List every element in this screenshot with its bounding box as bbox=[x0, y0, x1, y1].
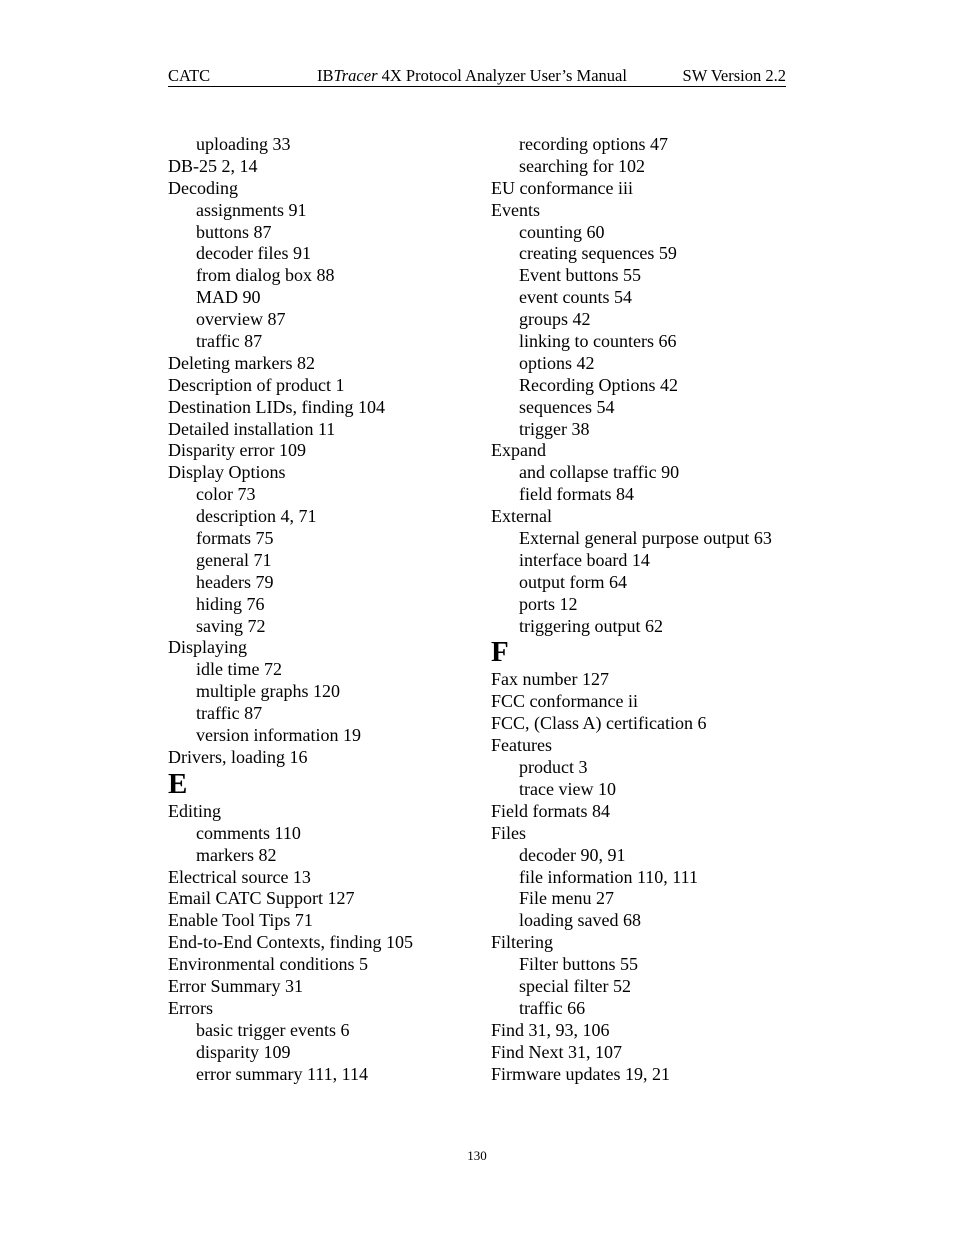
index-entry: Editing bbox=[168, 800, 221, 821]
index-subentry: searching for 102 bbox=[519, 155, 645, 176]
header-manual-title bbox=[317, 66, 627, 86]
index-subentry: recording options 47 bbox=[519, 134, 668, 154]
index-subentry: triggering output 62 bbox=[519, 615, 663, 636]
index-subentry: interface board 14 bbox=[519, 549, 650, 570]
index-entry: FCC conformance ii bbox=[491, 691, 638, 712]
index-subentry: buttons 87 bbox=[196, 221, 272, 242]
index-entry: Email CATC Support 127 bbox=[168, 888, 355, 909]
index-entry: Description of product 1 bbox=[168, 374, 345, 395]
index-entry: Find Next 31, 107 bbox=[491, 1041, 623, 1062]
index-subentry: from dialog box 88 bbox=[196, 265, 335, 286]
index-subentry: trace view 10 bbox=[519, 778, 616, 799]
index-subentry: trigger 38 bbox=[519, 418, 590, 439]
index-entry: FCC, (Class A) certification 6 bbox=[491, 713, 707, 734]
index-entry: Deleting markers 82 bbox=[168, 352, 315, 373]
index-entry: Field formats 84 bbox=[491, 800, 610, 821]
index-entry: Drivers, loading 16 bbox=[168, 746, 308, 767]
index-entry: End-to-End Contexts, finding 105 bbox=[168, 932, 413, 953]
index-subentry: sequences 54 bbox=[519, 396, 615, 417]
index-entry: Find 31, 93, 106 bbox=[491, 1019, 610, 1040]
index-section-letter: F bbox=[491, 636, 509, 669]
index-entry: Errors bbox=[168, 997, 213, 1018]
header-company: CATC bbox=[168, 66, 211, 85]
index-subentry: general 71 bbox=[196, 549, 272, 570]
page-header bbox=[168, 64, 786, 87]
index-entry: Firmware updates 19, 21 bbox=[491, 1063, 670, 1084]
index-subentry: file information 110, 111 bbox=[519, 866, 698, 887]
index-subentry: color 73 bbox=[196, 484, 256, 505]
index-entry: DB-25 2, 14 bbox=[168, 155, 258, 176]
index-subentry: File menu 27 bbox=[519, 888, 614, 909]
index-subentry: formats 75 bbox=[196, 528, 274, 549]
index-subentry: creating sequences 59 bbox=[519, 243, 677, 264]
index-entry: Filtering bbox=[491, 932, 553, 953]
index-subentry: version information 19 bbox=[196, 725, 361, 746]
header-title-italic: Tracer bbox=[333, 66, 378, 85]
index-column-right bbox=[491, 134, 791, 1085]
index-subentry: description 4, 71 bbox=[196, 506, 317, 527]
index-entry: Files bbox=[491, 822, 527, 843]
index-subentry: counting 60 bbox=[519, 221, 605, 242]
index-entry: Electrical source 13 bbox=[168, 866, 311, 887]
index-entry: Destination LIDs, finding 104 bbox=[168, 396, 385, 417]
index-section-letter: E bbox=[168, 767, 188, 800]
index-entry: Display Options bbox=[168, 462, 286, 483]
index-subentry: disparity 109 bbox=[196, 1041, 291, 1062]
index-subentry: saving 72 bbox=[196, 615, 266, 636]
index-subentry: decoder files 91 bbox=[196, 243, 311, 264]
index-column-left bbox=[168, 134, 468, 1085]
index-subentry: decoder 90, 91 bbox=[519, 844, 626, 865]
index-entry: Error Summary 31 bbox=[168, 975, 303, 996]
index-subentry: linking to counters 66 bbox=[519, 331, 677, 352]
index-subentry: special filter 52 bbox=[519, 975, 631, 996]
index-subentry: output form 64 bbox=[519, 571, 627, 592]
index-subentry: field formats 84 bbox=[519, 484, 634, 505]
index-subentry: headers 79 bbox=[196, 571, 274, 592]
index-entry: Detailed installation 11 bbox=[168, 418, 336, 439]
header-title-prefix: IB bbox=[317, 66, 334, 85]
index-subentry: uploading 33 bbox=[196, 134, 291, 154]
index-subentry: basic trigger events 6 bbox=[196, 1019, 350, 1040]
index-subentry: markers 82 bbox=[196, 844, 277, 865]
index-entry: Features bbox=[491, 735, 552, 756]
index-entry: Displaying bbox=[168, 637, 247, 658]
index-subentry: options 42 bbox=[519, 352, 595, 373]
index-subentry: ports 12 bbox=[519, 593, 578, 614]
index-entry: Fax number 127 bbox=[491, 669, 609, 690]
index-entry: Disparity error 109 bbox=[168, 440, 306, 461]
index-entry: Events bbox=[491, 199, 540, 220]
index-subentry: comments 110 bbox=[196, 822, 301, 843]
index-subentry: Filter buttons 55 bbox=[519, 954, 639, 975]
index-subentry: traffic 87 bbox=[196, 703, 263, 724]
index-entry: Expand bbox=[491, 440, 546, 461]
index-subentry: External general purpose output 63 bbox=[519, 528, 772, 549]
index-entry: Decoding bbox=[168, 177, 238, 198]
index-subentry: overview 87 bbox=[196, 309, 286, 330]
index-subentry: Event buttons 55 bbox=[519, 265, 641, 286]
index-subentry: traffic 87 bbox=[196, 331, 263, 352]
index-entry: External bbox=[491, 506, 552, 527]
index-subentry: traffic 66 bbox=[519, 997, 586, 1018]
index-subentry: Recording Options 42 bbox=[519, 374, 678, 395]
index-entry: EU conformance iii bbox=[491, 177, 633, 198]
index-entry: Environmental conditions 5 bbox=[168, 954, 368, 975]
index-subentry: error summary 111, 114 bbox=[196, 1063, 368, 1084]
header-version: SW Version 2.2 bbox=[682, 66, 786, 85]
header-title-suffix: 4X Protocol Analyzer User’s Manual bbox=[377, 66, 627, 85]
page-number: 130 bbox=[467, 1148, 487, 1163]
index-entry: Enable Tool Tips 71 bbox=[168, 910, 313, 931]
index-subentry: multiple graphs 120 bbox=[196, 681, 340, 702]
index-subentry: assignments 91 bbox=[196, 199, 307, 220]
index-subentry: MAD 90 bbox=[196, 287, 261, 308]
index-subentry: and collapse traffic 90 bbox=[519, 462, 680, 483]
index-subentry: event counts 54 bbox=[519, 287, 632, 308]
index-subentry: groups 42 bbox=[519, 309, 591, 330]
index-subentry: idle time 72 bbox=[196, 659, 282, 680]
index-subentry: product 3 bbox=[519, 757, 588, 778]
index-subentry: hiding 76 bbox=[196, 593, 265, 614]
index-subentry: loading saved 68 bbox=[519, 910, 641, 931]
